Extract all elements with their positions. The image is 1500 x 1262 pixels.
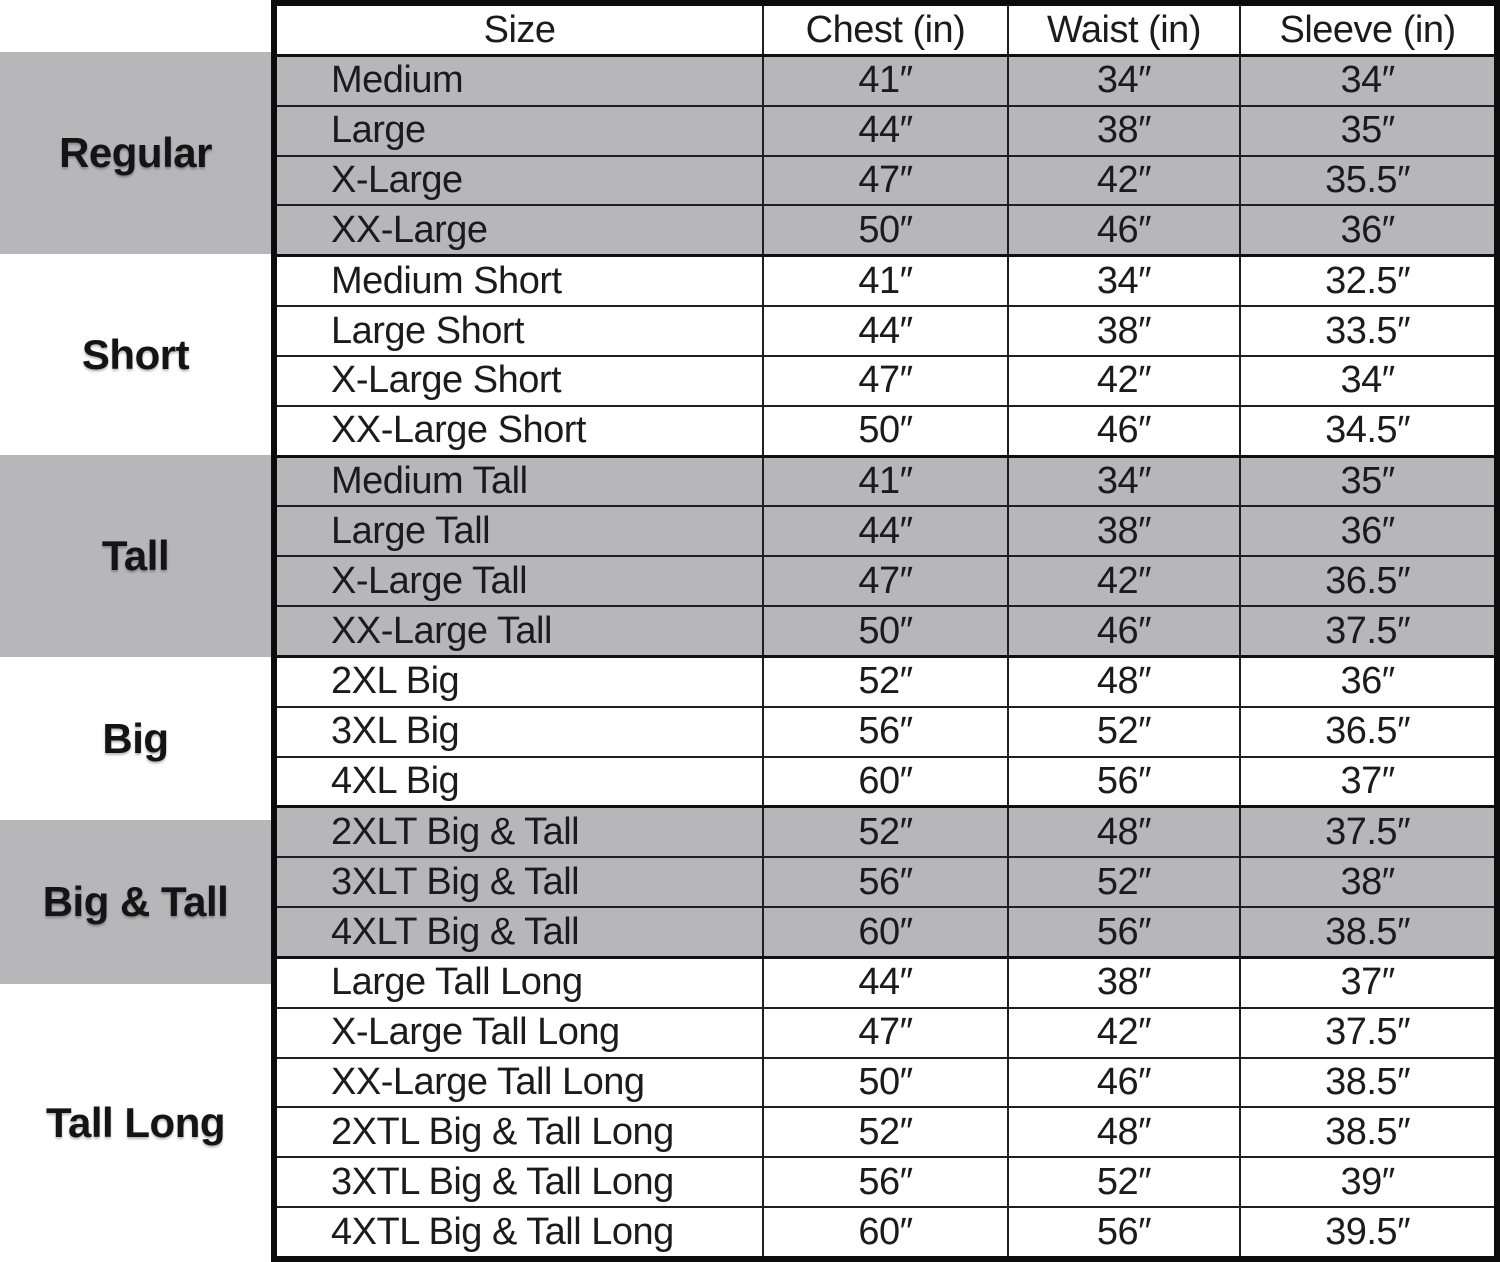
size-cell: Large bbox=[274, 106, 763, 156]
chest-cell: 52″ bbox=[763, 807, 1008, 857]
table-row bbox=[274, 1058, 1497, 1108]
group-label: Tall bbox=[101, 532, 170, 580]
sleeve-cell: 38.5″ bbox=[1240, 1107, 1497, 1157]
waist-cell: 38″ bbox=[1008, 506, 1240, 556]
size-cell: Medium bbox=[274, 56, 763, 106]
sleeve-cell: 34″ bbox=[1240, 56, 1497, 106]
column-header-chest: Chest (in) bbox=[763, 3, 1008, 56]
sleeve-cell: 38″ bbox=[1240, 857, 1497, 907]
sleeve-cell: 36″ bbox=[1240, 656, 1497, 706]
chest-cell: 50″ bbox=[763, 406, 1008, 456]
sleeve-cell: 39.5″ bbox=[1240, 1207, 1497, 1259]
sleeve-cell: 37.5″ bbox=[1240, 1008, 1497, 1058]
sleeve-cell: 37.5″ bbox=[1240, 807, 1497, 857]
chest-cell: 44″ bbox=[763, 506, 1008, 556]
size-cell: Medium Short bbox=[274, 256, 763, 306]
chest-cell: 41″ bbox=[763, 56, 1008, 106]
table-row bbox=[274, 56, 1497, 106]
group-label: Tall Long bbox=[45, 1098, 226, 1146]
sleeve-cell: 37.5″ bbox=[1240, 606, 1497, 656]
table-body bbox=[274, 56, 1497, 1260]
size-cell: X-Large Short bbox=[274, 356, 763, 406]
sleeve-cell: 36″ bbox=[1240, 205, 1497, 255]
waist-cell: 48″ bbox=[1008, 1107, 1240, 1157]
group-label: Regular bbox=[59, 128, 212, 176]
table-row bbox=[274, 456, 1497, 506]
table-row bbox=[274, 1207, 1497, 1259]
waist-cell: 48″ bbox=[1008, 807, 1240, 857]
column-header-sleeve: Sleeve (in) bbox=[1240, 3, 1497, 56]
waist-cell: 56″ bbox=[1008, 757, 1240, 807]
chest-cell: 47″ bbox=[763, 156, 1008, 206]
size-table bbox=[271, 0, 1500, 1262]
chest-cell: 41″ bbox=[763, 456, 1008, 506]
chest-cell: 56″ bbox=[763, 707, 1008, 757]
sleeve-cell: 34″ bbox=[1240, 356, 1497, 406]
column-header-size: Size bbox=[274, 3, 763, 56]
table-row bbox=[274, 156, 1497, 206]
size-cell: 4XLT Big & Tall bbox=[274, 907, 763, 957]
group-label: Short bbox=[81, 330, 190, 378]
sleeve-cell: 37″ bbox=[1240, 757, 1497, 807]
chest-cell: 60″ bbox=[763, 907, 1008, 957]
chest-cell: 52″ bbox=[763, 1107, 1008, 1157]
group-label-block bbox=[0, 455, 271, 657]
labels-header-spacer bbox=[0, 0, 271, 52]
size-cell: 3XTL Big & Tall Long bbox=[274, 1157, 763, 1207]
chest-cell: 41″ bbox=[763, 256, 1008, 306]
table-row bbox=[274, 205, 1497, 255]
group-label-block bbox=[0, 254, 271, 456]
table-row bbox=[274, 1157, 1497, 1207]
waist-cell: 38″ bbox=[1008, 306, 1240, 356]
chest-cell: 56″ bbox=[763, 1157, 1008, 1207]
chest-cell: 44″ bbox=[763, 106, 1008, 156]
group-label-block bbox=[0, 984, 271, 1262]
size-cell: XX-Large Tall bbox=[274, 606, 763, 656]
waist-cell: 46″ bbox=[1008, 606, 1240, 656]
size-table-wrap bbox=[271, 0, 1500, 1262]
waist-cell: 52″ bbox=[1008, 857, 1240, 907]
table-row bbox=[274, 707, 1497, 757]
table-row bbox=[274, 807, 1497, 857]
waist-cell: 34″ bbox=[1008, 56, 1240, 106]
sleeve-cell: 33.5″ bbox=[1240, 306, 1497, 356]
sleeve-cell: 35″ bbox=[1240, 106, 1497, 156]
group-label-block bbox=[0, 52, 271, 254]
sleeve-cell: 36.5″ bbox=[1240, 556, 1497, 606]
table-row bbox=[274, 656, 1497, 706]
size-cell: 3XLT Big & Tall bbox=[274, 857, 763, 907]
chest-cell: 50″ bbox=[763, 205, 1008, 255]
table-row bbox=[274, 356, 1497, 406]
size-cell: 2XL Big bbox=[274, 656, 763, 706]
waist-cell: 52″ bbox=[1008, 707, 1240, 757]
table-row bbox=[274, 1107, 1497, 1157]
size-cell: XX-Large Tall Long bbox=[274, 1058, 763, 1108]
table-row bbox=[274, 506, 1497, 556]
sleeve-cell: 32.5″ bbox=[1240, 256, 1497, 306]
table-row bbox=[274, 106, 1497, 156]
waist-cell: 42″ bbox=[1008, 1008, 1240, 1058]
chest-cell: 50″ bbox=[763, 606, 1008, 656]
waist-cell: 42″ bbox=[1008, 156, 1240, 206]
table-row bbox=[274, 907, 1497, 957]
sleeve-cell: 36″ bbox=[1240, 506, 1497, 556]
chest-cell: 60″ bbox=[763, 1207, 1008, 1259]
size-cell: 3XL Big bbox=[274, 707, 763, 757]
size-cell: Medium Tall bbox=[274, 456, 763, 506]
size-cell: X-Large Tall Long bbox=[274, 1008, 763, 1058]
group-label: Big bbox=[102, 714, 169, 762]
chest-cell: 50″ bbox=[763, 1058, 1008, 1108]
waist-cell: 46″ bbox=[1008, 406, 1240, 456]
waist-cell: 34″ bbox=[1008, 456, 1240, 506]
group-labels-column bbox=[0, 0, 271, 1262]
chest-cell: 47″ bbox=[763, 356, 1008, 406]
sleeve-cell: 39″ bbox=[1240, 1157, 1497, 1207]
table-row bbox=[274, 1008, 1497, 1058]
table-header bbox=[274, 3, 1497, 56]
table-row bbox=[274, 957, 1497, 1007]
sleeve-cell: 36.5″ bbox=[1240, 707, 1497, 757]
sleeve-cell: 37″ bbox=[1240, 957, 1497, 1007]
size-cell: X-Large Tall bbox=[274, 556, 763, 606]
column-header-waist: Waist (in) bbox=[1008, 3, 1240, 56]
size-cell: XX-Large bbox=[274, 205, 763, 255]
table-row bbox=[274, 306, 1497, 356]
table-row bbox=[274, 857, 1497, 907]
chest-cell: 44″ bbox=[763, 306, 1008, 356]
size-cell: Large Short bbox=[274, 306, 763, 356]
chest-cell: 47″ bbox=[763, 556, 1008, 606]
size-cell: 2XLT Big & Tall bbox=[274, 807, 763, 857]
size-cell: X-Large bbox=[274, 156, 763, 206]
waist-cell: 38″ bbox=[1008, 957, 1240, 1007]
group-label-block bbox=[0, 820, 271, 983]
size-cell: XX-Large Short bbox=[274, 406, 763, 456]
waist-cell: 38″ bbox=[1008, 106, 1240, 156]
waist-cell: 48″ bbox=[1008, 656, 1240, 706]
sleeve-cell: 38.5″ bbox=[1240, 1058, 1497, 1108]
table-row bbox=[274, 757, 1497, 807]
size-cell: 4XL Big bbox=[274, 757, 763, 807]
size-cell: Large Tall Long bbox=[274, 957, 763, 1007]
chest-cell: 44″ bbox=[763, 957, 1008, 1007]
waist-cell: 42″ bbox=[1008, 356, 1240, 406]
table-row bbox=[274, 606, 1497, 656]
table-row bbox=[274, 406, 1497, 456]
waist-cell: 56″ bbox=[1008, 1207, 1240, 1259]
chest-cell: 47″ bbox=[763, 1008, 1008, 1058]
group-label: Big & Tall bbox=[42, 877, 229, 925]
waist-cell: 34″ bbox=[1008, 256, 1240, 306]
chest-cell: 60″ bbox=[763, 757, 1008, 807]
chest-cell: 52″ bbox=[763, 656, 1008, 706]
chest-cell: 56″ bbox=[763, 857, 1008, 907]
size-cell: Large Tall bbox=[274, 506, 763, 556]
sleeve-cell: 35.5″ bbox=[1240, 156, 1497, 206]
header-row bbox=[274, 3, 1497, 56]
size-cell: 2XTL Big & Tall Long bbox=[274, 1107, 763, 1157]
waist-cell: 52″ bbox=[1008, 1157, 1240, 1207]
waist-cell: 56″ bbox=[1008, 907, 1240, 957]
sleeve-cell: 34.5″ bbox=[1240, 406, 1497, 456]
group-label-block bbox=[0, 657, 271, 820]
table-row bbox=[274, 256, 1497, 306]
table-row bbox=[274, 556, 1497, 606]
waist-cell: 42″ bbox=[1008, 556, 1240, 606]
size-cell: 4XTL Big & Tall Long bbox=[274, 1207, 763, 1259]
sleeve-cell: 38.5″ bbox=[1240, 907, 1497, 957]
sleeve-cell: 35″ bbox=[1240, 456, 1497, 506]
waist-cell: 46″ bbox=[1008, 1058, 1240, 1108]
waist-cell: 46″ bbox=[1008, 205, 1240, 255]
